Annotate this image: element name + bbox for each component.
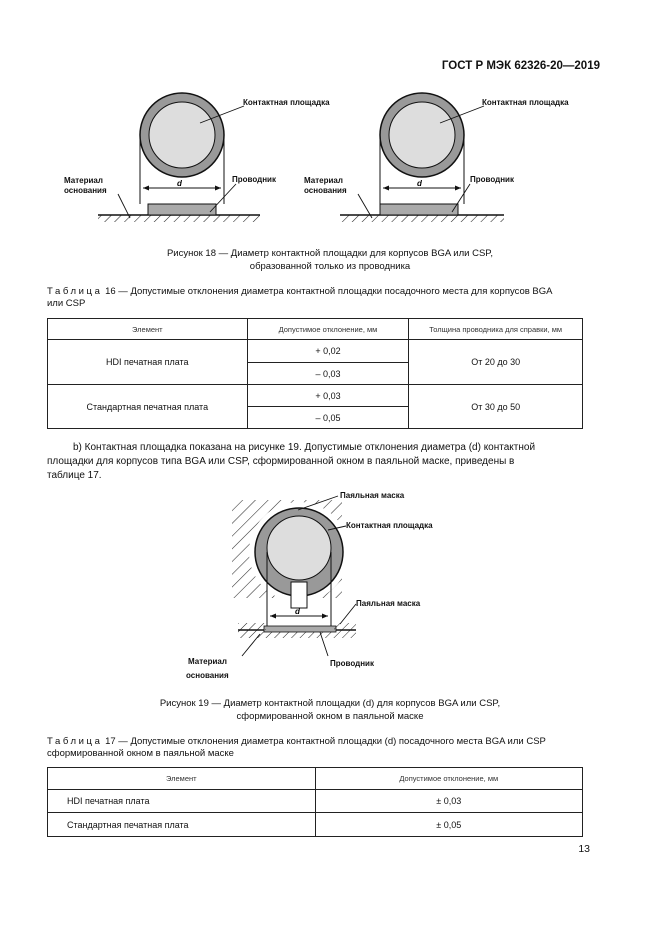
table-17-caption [47,736,587,760]
table-16-row-2-minus: – 0,05 [247,407,409,429]
fig19-label-mask-top: Паяльная маска [340,491,405,500]
figure-18-caption [60,247,600,273]
table-17-row-1-tolerance: ± 0,03 [315,790,582,813]
table-17-caption-line1: 17 — Допустимые отклонения диаметра контактной площадки (d) посадочного места BGA или CSP [105,736,546,747]
table-16-row-2-thickness: От 30 до 50 [409,385,583,429]
table-17-header-tolerance: Допустимое отклонение, мм [315,768,582,790]
figure-19-caption-line1: Рисунок 19 — Диаметр контактной площадки (d) для корпусов BGA или CSP, [159,698,501,709]
paragraph-b [47,441,583,483]
fig19-label-d: d [295,607,300,616]
figure-19-caption-line2: сформированной окном в паяльной маске [236,711,424,722]
fig19-label-base-1: Материал [188,657,227,666]
fig19-label-base-2: основания [186,671,229,680]
table-17-row-2-element: Стандартная печатная плата [48,813,316,837]
table-16-row-2-plus: + 0,03 [247,385,409,407]
table-16-header-thickness: Толщина проводника для справки, мм [409,319,583,340]
table-17-row-2-tolerance: ± 0,05 [315,813,582,837]
fig18-label-pad-right: Контактная площадка [482,98,569,107]
table-17-row-1-element: HDI печатная плата [48,790,316,813]
table-17 [47,767,583,837]
paragraph-b-line2: площадки для корпусов типа BGA или CSP, сформированной окном в паяльной маске, приведены в [47,456,515,467]
table-16-row-1-thickness: От 20 до 30 [409,340,583,385]
table-16-header-element: Элемент [48,319,248,340]
figure-18-right-drawing [340,93,504,222]
fig19-label-pad: Контактная площадка [346,521,433,530]
paragraph-b-line3: таблице 17. [47,470,102,481]
table-16-caption-prefix: Таблица [47,286,103,297]
fig18-label-d-right: d [417,179,422,188]
table-16 [47,318,583,429]
table-16-caption-line2: или CSP [47,298,86,309]
fig19-label-conductor: Проводник [330,659,374,668]
table-16-row-1-element: HDI печатная плата [48,340,248,385]
fig18-label-base-right-1: Материал [304,176,343,185]
paragraph-b-line1: b) Контактная площадка показана на рисунке 19. Допустимые отклонения диаметра (d) контактной [73,442,536,453]
table-16-header-tolerance: Допустимое отклонение, мм [247,319,409,340]
figure-18-left-drawing [98,93,260,222]
figure-18-caption-line1: Рисунок 18 — Диаметр контактной площадки для корпусов BGA или CSP, [166,248,494,259]
page-number: 13 [578,843,590,855]
table-17-caption-line2: сформированной окном в паяльной маске [47,748,234,759]
fig18-label-conductor-right: Проводник [470,175,514,184]
figure-18-caption-line2: образованной только из проводника [249,261,411,272]
fig18-label-d-left: d [177,179,182,188]
fig18-label-base-right-2: основания [304,186,347,195]
table-16-row-2-element: Стандартная печатная плата [48,385,248,429]
fig18-label-conductor-left: Проводник [232,175,276,184]
figure-19-caption [60,697,600,723]
fig18-label-pad-left: Контактная площадка [243,98,330,107]
figure-19 [180,486,480,688]
table-16-row-1-minus: – 0,03 [247,363,409,385]
fig19-label-mask-right: Паяльная маска [356,599,421,608]
fig18-label-base-left-1: Материал [64,176,103,185]
table-16-caption-line1: 16 — Допустимые отклонения диаметра контактной площадки посадочного места для корпусов BGA [105,286,553,297]
standard-header: ГОСТ Р МЭК 62326-20—2019 [441,60,600,72]
fig18-label-base-left-2: основания [64,186,107,195]
table-16-caption [47,286,587,310]
figure-18 [60,88,600,238]
table-17-header-element: Элемент [48,768,316,790]
table-17-caption-prefix: Таблица [47,736,103,747]
table-16-row-1-plus: + 0,02 [247,340,409,363]
